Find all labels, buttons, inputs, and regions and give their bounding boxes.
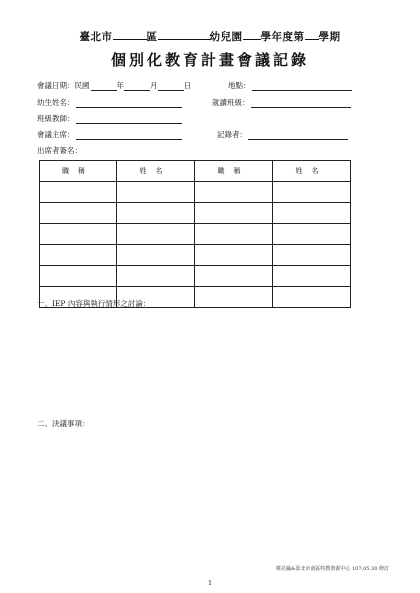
teacher-field[interactable] <box>76 116 182 124</box>
chair-field[interactable] <box>76 132 182 140</box>
child-name-row <box>37 97 182 108</box>
chair-row <box>37 129 182 140</box>
meeting-date-row <box>37 80 191 91</box>
table-cell[interactable] <box>273 203 351 224</box>
page-number: 1 <box>208 580 212 587</box>
header-title-2: 職稱 <box>195 161 273 182</box>
table-cell[interactable] <box>40 203 117 224</box>
table-row <box>40 224 351 245</box>
meeting-month-field[interactable] <box>124 83 150 91</box>
table-cell[interactable] <box>195 245 273 266</box>
table-cell[interactable] <box>40 266 117 287</box>
table-cell[interactable] <box>195 287 273 308</box>
month-unit: 月 <box>150 81 158 90</box>
table-cell[interactable] <box>117 224 195 245</box>
day-unit: 日 <box>183 81 191 90</box>
table-cell[interactable] <box>40 245 117 266</box>
section-resolutions: 二、決議事項： <box>37 419 90 428</box>
table-cell[interactable] <box>273 245 351 266</box>
table-cell[interactable] <box>195 182 273 203</box>
class-label: 就讀班級： <box>212 98 250 107</box>
chair-label: 會議主席： <box>37 130 75 139</box>
location-row <box>228 80 352 91</box>
table-cell[interactable] <box>195 224 273 245</box>
table-cell[interactable] <box>117 203 195 224</box>
recorder-label: 記錄者： <box>217 130 247 139</box>
table-cell[interactable] <box>195 203 273 224</box>
child-name-field[interactable] <box>76 100 182 108</box>
child-name-label: 幼生姓名： <box>37 98 75 107</box>
year-unit: 年 <box>116 81 124 90</box>
table-cell[interactable] <box>117 182 195 203</box>
header-name-2: 姓名 <box>273 161 351 182</box>
academic-year-label: 學年度第 <box>260 31 305 43</box>
table-cell[interactable] <box>117 266 195 287</box>
city-label: 臺北市 <box>79 31 113 43</box>
table-cell[interactable] <box>273 287 351 308</box>
kindergarten-blank[interactable] <box>158 30 210 40</box>
kindergarten-label: 幼兒園 <box>209 31 243 43</box>
table-cell[interactable] <box>40 224 117 245</box>
meeting-day-field[interactable] <box>158 83 184 91</box>
table-cell[interactable] <box>273 182 351 203</box>
footer-credit: 蔡昆瀛&臺北市南區特教資源中心 107.05.30 修訂 <box>275 566 389 572</box>
location-label: 地點： <box>228 81 251 90</box>
table-cell[interactable] <box>273 224 351 245</box>
attendees-row <box>37 145 83 156</box>
district-blank[interactable] <box>113 30 147 40</box>
recorder-field[interactable] <box>248 132 348 140</box>
section-iep-discussion: 一、IEP 內容與執行情形之討論： <box>37 299 151 308</box>
table-cell[interactable] <box>117 245 195 266</box>
header-name-1: 姓名 <box>117 161 195 182</box>
district-label: 區 <box>146 31 158 43</box>
table-row <box>40 203 351 224</box>
teacher-row <box>37 113 182 124</box>
table-cell[interactable] <box>195 266 273 287</box>
recorder-row <box>217 129 348 140</box>
table-header-row <box>40 161 351 182</box>
location-field[interactable] <box>252 83 352 91</box>
attendees-label: 出席者簽名： <box>37 146 82 155</box>
table-row <box>40 182 351 203</box>
document-title: 個別化教育計畫會議記錄 <box>110 51 309 69</box>
header-line <box>0 29 420 44</box>
attendees-table <box>39 160 351 308</box>
academic-year-blank[interactable] <box>243 30 261 40</box>
meeting-year-field[interactable] <box>91 83 117 91</box>
table-cell[interactable] <box>273 266 351 287</box>
semester-blank[interactable] <box>305 30 319 40</box>
semester-label: 學期 <box>318 31 341 43</box>
table-cell[interactable] <box>40 182 117 203</box>
class-field[interactable] <box>251 100 351 108</box>
table-row <box>40 245 351 266</box>
class-row <box>212 97 351 108</box>
table-row <box>40 266 351 287</box>
meeting-date-label: 會議日期：民國 <box>37 81 90 90</box>
teacher-label: 班級教師： <box>37 114 75 123</box>
header-title-1: 職稱 <box>40 161 117 182</box>
